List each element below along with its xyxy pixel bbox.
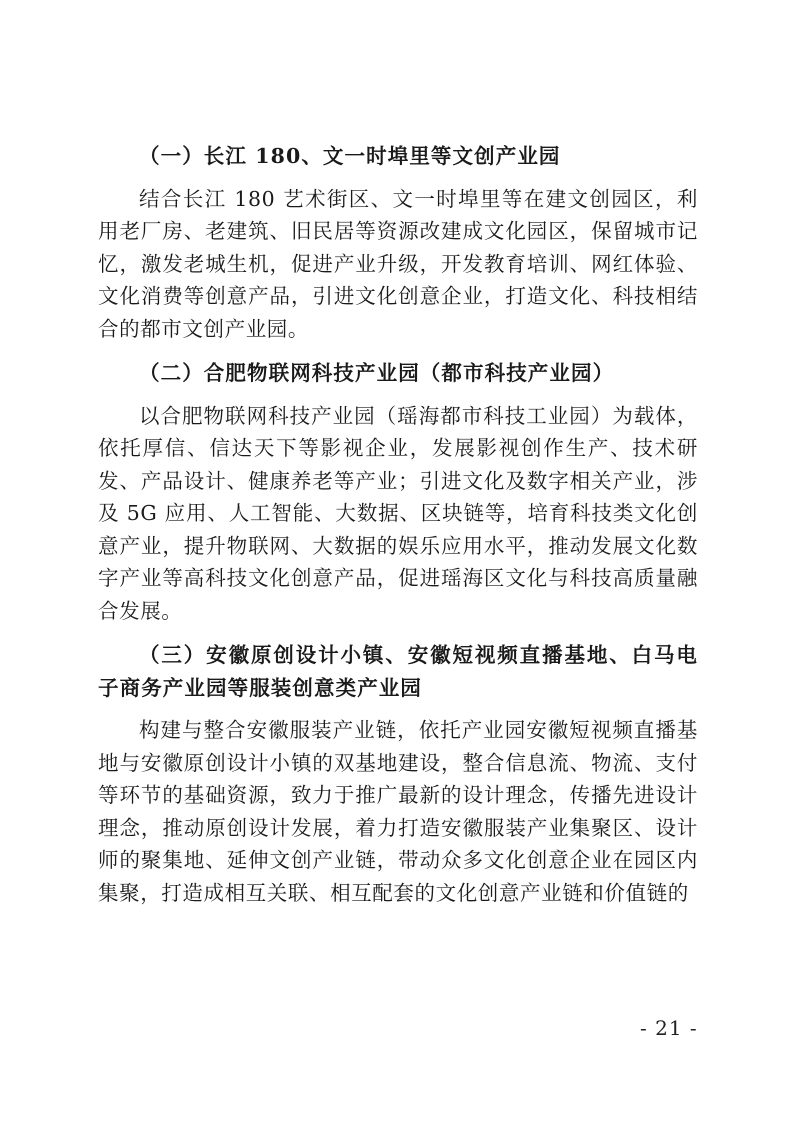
section-1-paragraph: 结合长江 180 艺术街区、文一时埠里等在建文创园区，利用老厂房、老建筑、旧民居等资源改建成文化园区，保留城市记忆，激发老城生机，促进产业升级，开发教育培训、网红体验、文化消费等创意产品，引进文化创意企业，打造文化、科技相结合的都市文创产业园。 xyxy=(98,186,698,341)
section-2-paragraph: 以合肥物联网科技产业园（瑶海都市科技工业园）为载体，依托厚信、信达天下等影视企业，发展影视创作生产、技术研发、产品设计、健康养老等产业；引进文化及数字相关产业，涉及 5G 应用、人工智能、大数据、区块链等，培育科技类文化创意产业，提升物联网、大数据的娱乐应用水平，推动发展文化数字产业等高科技文化创意产品，促进瑶海区文化与科技高质量融合发展。 xyxy=(98,403,698,623)
section-3-heading: （三）安徽原创设计小镇、安徽短视频直播基地、白马电子商务产业园等服装创意类产业园 xyxy=(98,643,698,700)
document-body xyxy=(98,140,698,921)
section-2-heading: （二）合肥物联网科技产业园（都市科技产业园） xyxy=(139,361,615,385)
page-number: - 21 - xyxy=(640,1016,698,1040)
section-3-paragraph: 构建与整合安徽服装产业链，依托产业园安徽短视频直播基地与安徽原创设计小镇的双基地建设，整合信息流、物流、支付等环节的基础资源，致力于推广最新的设计理念，传播先进设计理念，推动原创设计发展，着力打造安徽服装产业集聚区、设计师的聚集地、延伸文创产业链，带动众多文化创意企业在园区内集聚，打造成相互关联、相互配套的文化创意产业链和价值链的 xyxy=(98,718,698,905)
section-1-heading: （一）长江 180、文一时埠里等文创产业园 xyxy=(139,144,561,168)
